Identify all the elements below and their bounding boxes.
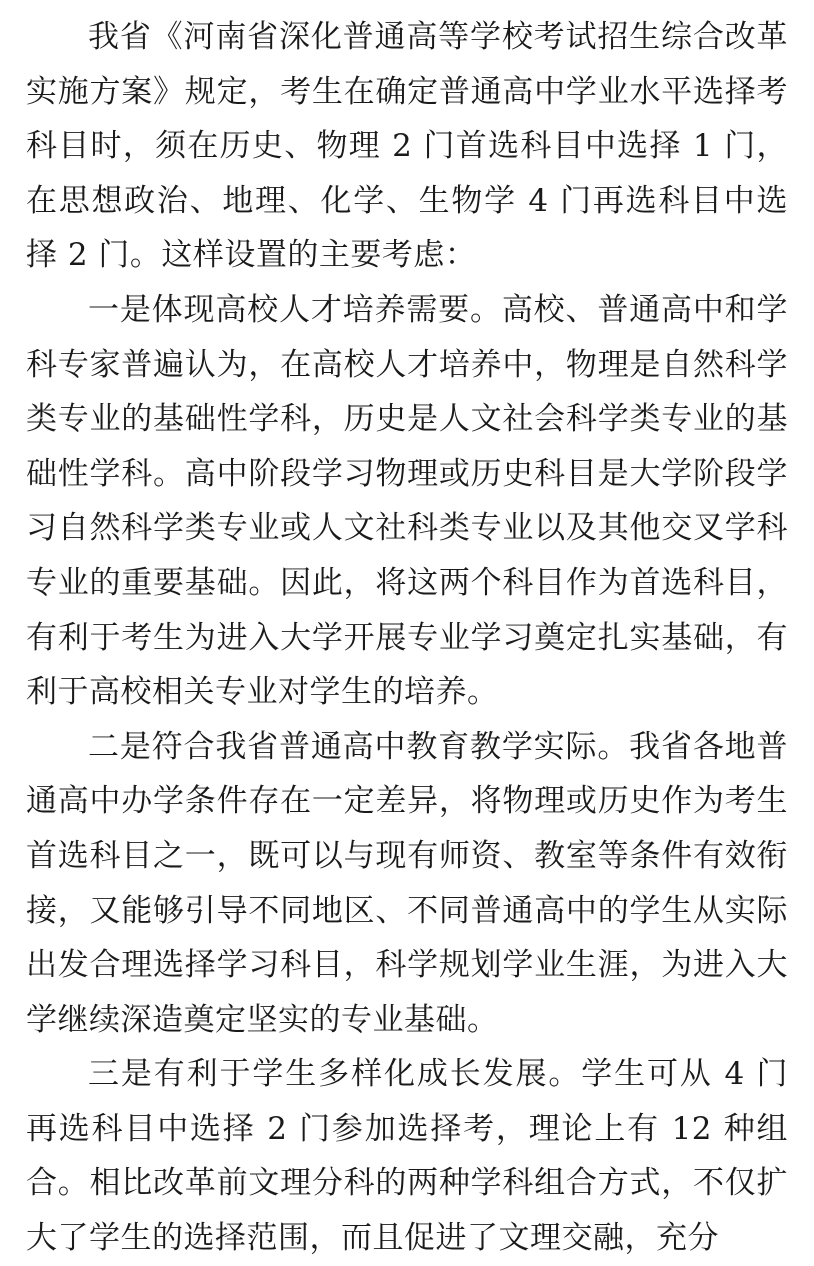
paragraph-intro: 我省《河南省深化普通高等学校考试招生综合改革实施方案》规定，考生在确定普通高中学业水平选择考科目时，须在历史、物理 2 门首选科目中选择 1 门，在思想政治、地理、化学、生物学 4 门再选科目中选择 2 门。这样设置的主要考虑： [26, 19, 788, 274]
paragraph-point-three: 三是有利于学生多样化成长发展。学生可从 4 门再选科目中选择 2 门参加选择考，理论上有 12 种组合。相比改革前文理分科的两种学科组合方式，不仅扩大了学生的选择范围，而且促进了文理交融，充分 [26, 1056, 788, 1257]
paragraph-point-one: 一是体现高校人才培养需要。高校、普通高中和学科专家普遍认为，在高校人才培养中，物理是自然科学类专业的基础性学科，历史是人文社会科学类专业的基础性学科。高中阶段学习物理或历史科目是大学阶段学习自然科学类专业或人文社科类专业以及其他交叉学科专业的重要基础。因此，将这两个科目作为首选科目，有利于考生为进入大学开展专业学习奠定扎实基础，有利于高校相关专业对学生的培养。 [26, 291, 788, 711]
paragraph-point-two: 二是符合我省普通高中教育教学实际。我省各地普通高中办学条件存在一定差异，将物理或历史作为考生首选科目之一，既可以与现有师资、教室等条件有效衔接，又能够引导不同地区、不同普通高中的学生从实际出发合理选择学习科目，科学规划学业生涯，为进入大学继续深造奠定坚实的专业基础。 [26, 728, 788, 1038]
